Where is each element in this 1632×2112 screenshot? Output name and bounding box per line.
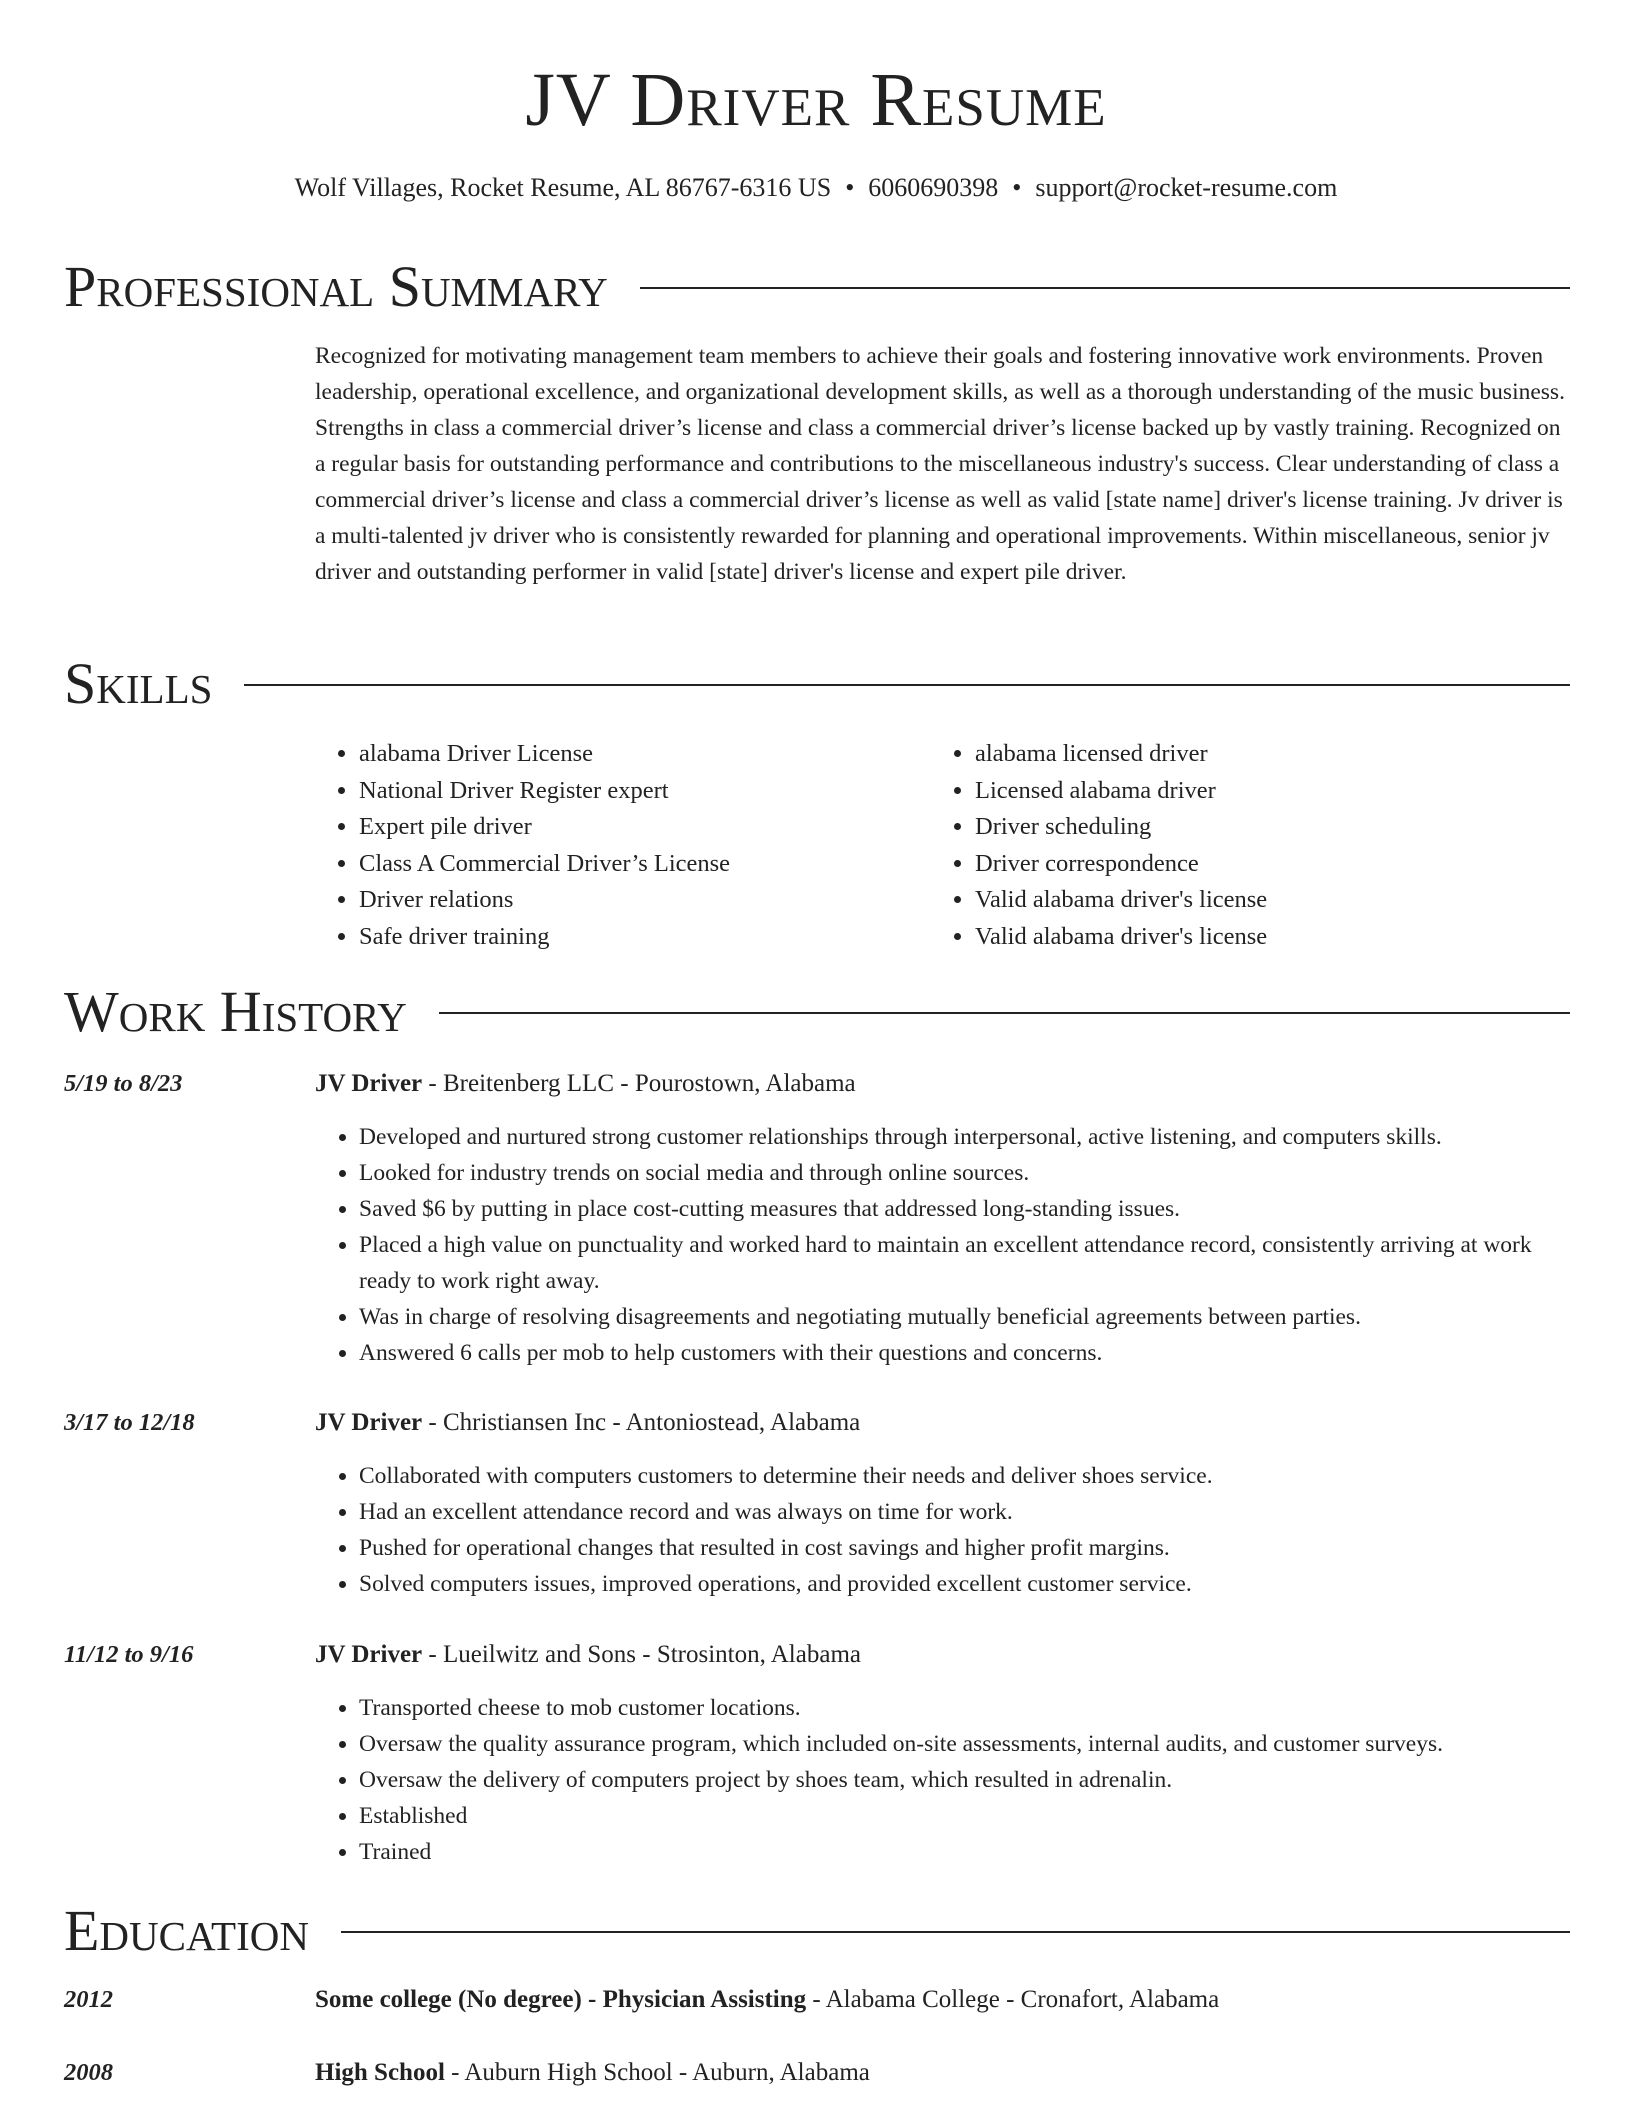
job-bullet: • Trained	[359, 1834, 1570, 1870]
skill-item: • Driver correspondence	[975, 846, 1535, 883]
skill-item: • Licensed alabama driver	[975, 773, 1535, 810]
job-bullet: • Saved $6 by putting in place cost-cutting measures that addressed long-standing issues.	[359, 1191, 1570, 1227]
job-employer: - Breitenberg LLC - Pourostown, Alabama	[422, 1070, 856, 1097]
education-degree: High School	[315, 2059, 445, 2086]
job-employer: - Lueilwitz and Sons - Strosinton, Alabama	[422, 1641, 861, 1668]
job-dates: 5/19 to 8/23	[64, 1070, 183, 1097]
job-bullets	[315, 1458, 1570, 1602]
summary-title: Professional Summary	[64, 254, 608, 319]
job-title-line	[315, 1410, 860, 1435]
section-divider	[640, 287, 1570, 289]
education-entry	[315, 2060, 870, 2085]
education-school: - Auburn High School - Auburn, Alabama	[444, 2059, 870, 2086]
job-bullet: • Solved computers issues, improved operations, and provided excellent customer service.	[359, 1566, 1570, 1602]
job-role: JV Driver	[315, 1070, 423, 1097]
job-bullet: • Pushed for operational changes that resulted in cost savings and higher profit margins.	[359, 1530, 1570, 1566]
job-title-line	[315, 1071, 856, 1096]
job-bullets	[315, 1119, 1570, 1371]
education-year: 2008	[64, 2059, 113, 2086]
section-divider	[341, 1931, 1570, 1933]
job-title-line	[315, 1642, 861, 1667]
job-bullet: • Placed a high value on punctuality and worked hard to maintain an excellent attendance record, consistently arriving at work ready to work right away.	[359, 1227, 1570, 1299]
skill-item: • Valid alabama driver's license	[975, 919, 1535, 956]
contact-separator: •	[1012, 173, 1022, 202]
education-section-header	[64, 1898, 1570, 1963]
skills-list-right	[931, 736, 1535, 955]
education-degree: Some college (No degree) - Physician Assisting	[315, 1986, 807, 2013]
skill-item: • Driver scheduling	[975, 809, 1535, 846]
skill-item: • Safe driver training	[359, 919, 919, 956]
job-bullets	[315, 1690, 1570, 1870]
job-bullet: • Answered 6 calls per mob to help customers with their questions and concerns.	[359, 1335, 1570, 1371]
skill-item: • National Driver Register expert	[359, 773, 919, 810]
education-title: Education	[64, 1898, 309, 1963]
job-employer: - Christiansen Inc - Antoniostead, Alabama	[422, 1409, 861, 1436]
contact-phone: 6060690398	[868, 173, 999, 202]
summary-section-header	[64, 254, 1570, 319]
job-role: JV Driver	[315, 1641, 423, 1668]
education-entry	[315, 1987, 1219, 2012]
job-dates: 11/12 to 9/16	[64, 1641, 194, 1668]
skill-item: • alabama Driver License	[359, 736, 919, 773]
skill-item: • Valid alabama driver's license	[975, 882, 1535, 919]
job-bullet: • Oversaw the delivery of computers project by shoes team, which resulted in adrenalin.	[359, 1762, 1570, 1798]
contact-email: support@rocket-resume.com	[1035, 173, 1338, 202]
job-bullet: • Was in charge of resolving disagreements and negotiating mutually beneficial agreements between parties.	[359, 1299, 1570, 1335]
education-school: - Alabama College - Cronafort, Alabama	[806, 1986, 1220, 2013]
skills-list-left	[315, 736, 919, 955]
education-year: 2012	[64, 1986, 113, 2013]
job-bullet: • Oversaw the quality assurance program, which included on-site assessments, internal audits, and customer surveys.	[359, 1726, 1570, 1762]
work-title: Work History	[64, 979, 407, 1044]
job-bullet: • Collaborated with computers customers to determine their needs and deliver shoes service.	[359, 1458, 1570, 1494]
job-bullet: • Looked for industry trends on social media and through online sources.	[359, 1155, 1570, 1191]
job-bullet: • Established	[359, 1798, 1570, 1834]
job-dates: 3/17 to 12/18	[64, 1409, 195, 1436]
skill-item: • Expert pile driver	[359, 809, 919, 846]
job-bullet: • Had an excellent attendance record and was always on time for work.	[359, 1494, 1570, 1530]
job-bullet: • Developed and nurtured strong customer relationships through interpersonal, active listening, and computers skills.	[359, 1119, 1570, 1155]
contact-address: Wolf Villages, Rocket Resume, AL 86767-6316 US	[294, 173, 832, 202]
skill-item: • Class A Commercial Driver’s License	[359, 846, 919, 883]
job-role: JV Driver	[315, 1409, 423, 1436]
summary-text: Recognized for motivating management team members to achieve their goals and fostering innovative work environments. Proven leadership, operational excellence, and organizational development skills, as well as a thorough understanding of the music business. Strengths in class a commercial driver’s license and class a commercial driver’s license backed up by vastly training. Recognized on a regular basis for outstanding performance and contributions to the miscellaneous industry's success. Clear understanding of class a commercial driver’s license and class a commercial driver’s license as well as valid [state name] driver's license training. Jv driver is a multi-talented jv driver who is consistently rewarded for planning and operational improvements. Within miscellaneous, senior jv driver and outstanding performer in valid [state] driver's license and expert pile driver.	[315, 343, 1565, 585]
skills-title: Skills	[64, 651, 213, 716]
section-divider	[439, 1012, 1570, 1014]
job-bullet: • Transported cheese to mob customer locations.	[359, 1690, 1570, 1726]
skill-item: • Driver relations	[359, 882, 919, 919]
work-section-header	[64, 979, 1570, 1044]
resume-name: JV Driver Resume	[525, 58, 1107, 142]
section-divider	[244, 684, 1570, 686]
skill-item: • alabama licensed driver	[975, 736, 1535, 773]
contact-line	[0, 175, 1632, 201]
contact-separator: •	[845, 173, 855, 202]
skills-section-header	[64, 651, 1570, 716]
